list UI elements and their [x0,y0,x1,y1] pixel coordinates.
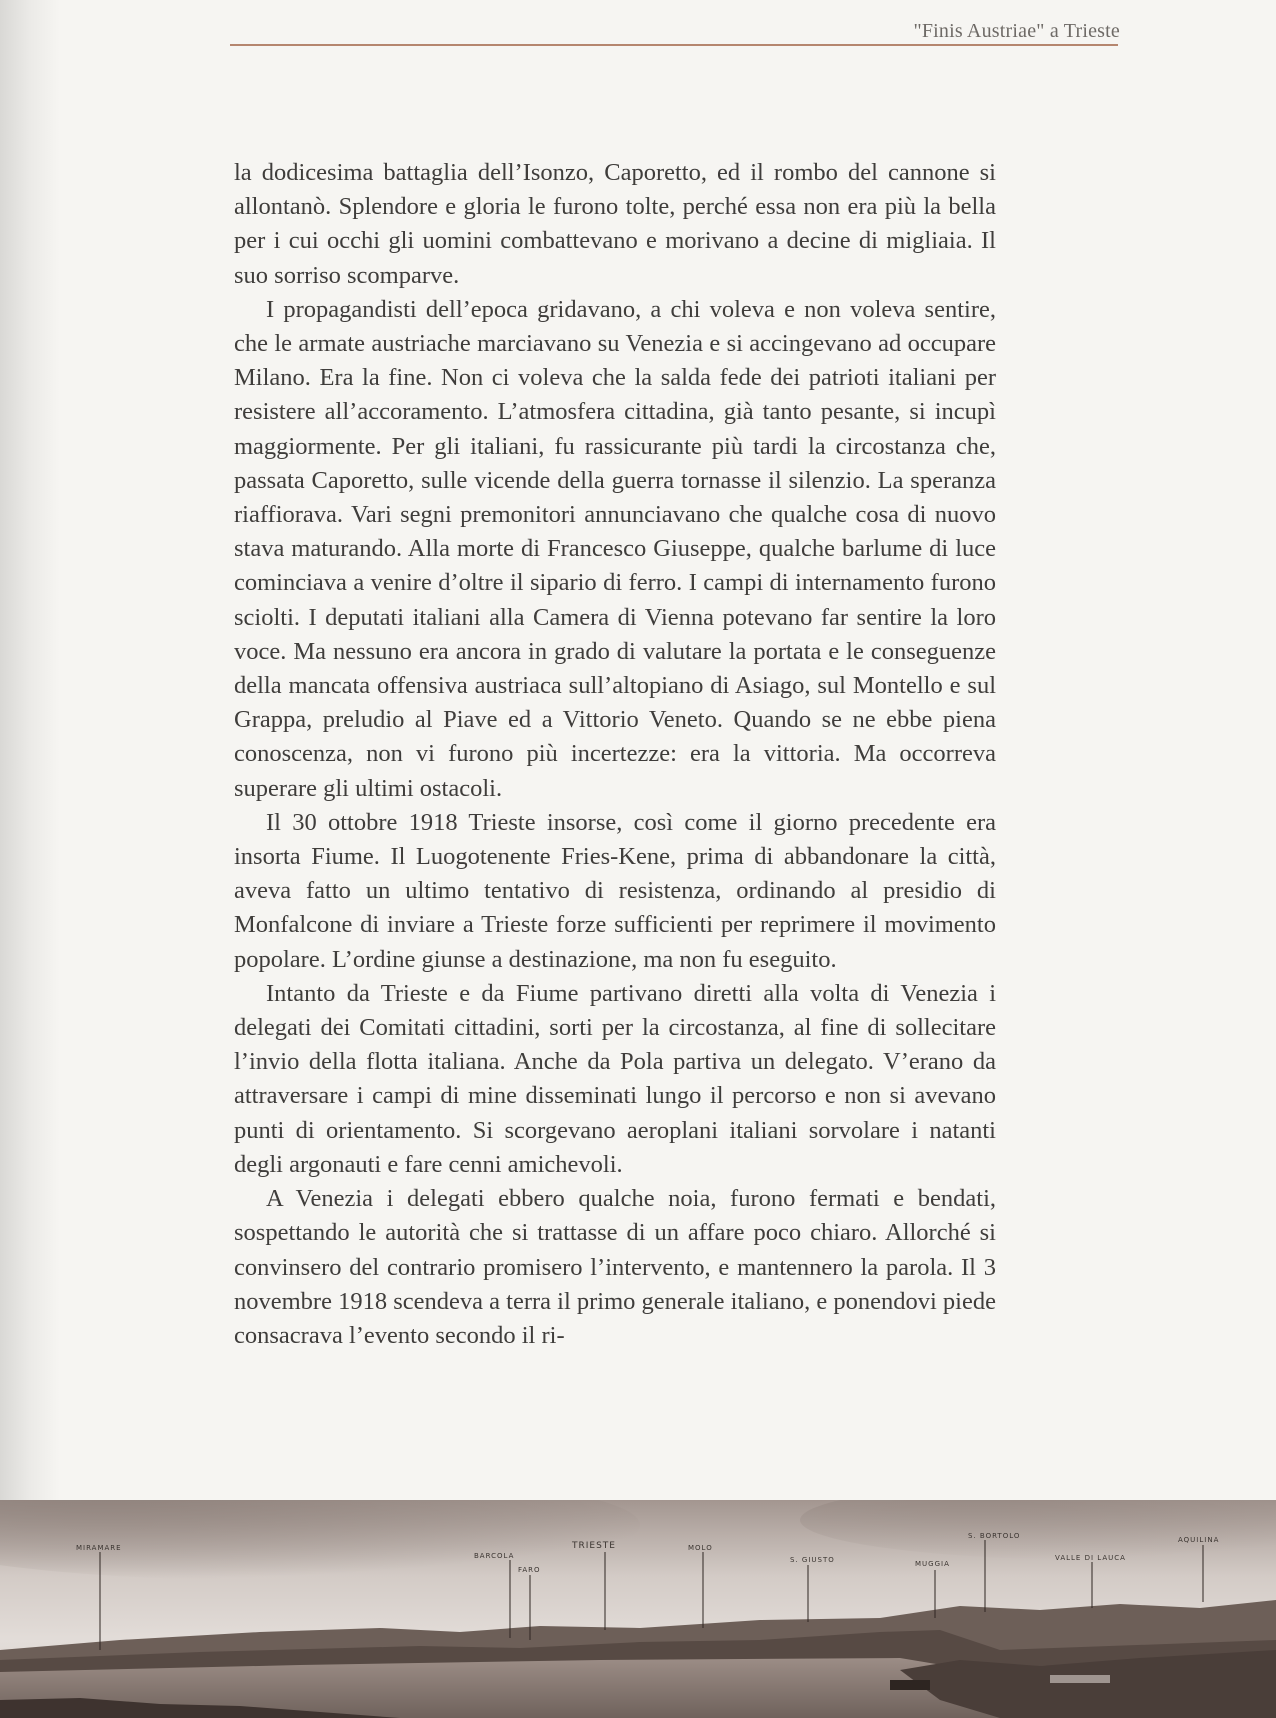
paragraph: Intanto da Trieste e da Fiume partivano diretti alla volta di Venezia i delegati dei Comitati cittadini, sorti per la circostanza, al fine di sollecitare l’invio della flotta italiana. Anche da Pola partiva un delegato. V’erano da attraversare i campi di mine disseminati lungo il percorso e non si avevano punti di orientamento. Si scorgevano aeroplani italiani sorvolare i natanti degli argonauti e fare cenni amichevoli. [234,979,996,1178]
paragraph: la dodicesima battaglia dell’Isonzo, Caporetto, ed il rombo del cannone si allontanò. Splendore e gloria le furono tolte, perché essa non era più la bella per i cui occhi gli uomini combattevano e morivano a decine di migliaia. Il suo sorriso scomparve. [234,159,996,289]
panorama-label: MIRAMARE [76,1544,122,1552]
page-gutter-shadow [0,0,60,1718]
panorama-label: BARCOLA [474,1552,515,1560]
panorama-label: S. BORTOLO [968,1532,1021,1540]
panorama-photo-trieste [0,1500,1276,1718]
panorama-label: FARO [518,1566,541,1574]
header-rule [230,44,1118,46]
panorama-label: S. GIUSTO [790,1556,835,1564]
panorama-image [0,1500,1276,1718]
paragraph: A Venezia i delegati ebbero qualche noia, furono fermati e bendati, sospettando le autorità che si trattasse di un affare poco chiaro. Allorché si convinsero del contrario promisero l’intervento, e mantennero la parola. Il 3 novembre 1918 scendeva a terra il primo generale italiano, e ponendovi piede consacrava l’evento secondo il ri- [234,1185,996,1349]
paragraph: Il 30 ottobre 1918 Trieste insorse, così come il giorno precedente era insorta Fiume. Il Luogotenente Fries-Kene, prima di abbandonare la città, aveva fatto un ultimo tentativo di resistenza, ordinando al presidio di Monfalcone di inviare a Trieste forze sufficienti per reprimere il movimento popolare. L’ordine giunse a destinazione, ma non fu eseguito. [234,808,996,973]
panorama-label: AQUILINA [1178,1536,1220,1544]
paragraph: I propagandisti dell’epoca gridavano, a chi voleva e non voleva sentire, che le armate austriache marciavano su Venezia e si accingevano ad occupare Milano. Era la fine. Non ci voleva che la salda fede dei patrioti italiani per resistere all’accoramento. L’atmosfera cittadina, già tanto pesante, si incupì maggiormente. Per gli italiani, fu rassicurante più tardi la circostanza che, passata Caporetto, sulle vicende della guerra tornasse il silenzio. La speranza riaffiorava. Vari segni premonitori annunciavano che qualche cosa di nuovo stava maturando. Alla morte di Francesco Giuseppe, qualche barlume di luce cominciava a venire d’oltre il sipario di ferro. I campi di internamento furono sciolti. I deputati italiani alla Camera di Vienna potevano far sentire la loro voce. Ma nessuno era ancora in grado di valutare la portata e le conseguenze della mancata offensiva austriaca sull’altopiano di Asiago, sul Montello e sul Grappa, preludio al Piave ed a Vittorio Veneto. Quando se ne ebbe piena conoscenza, non vi furono più incertezze: era la vittoria. Ma occorreva superare gli ultimi ostacoli. [234,295,996,802]
panorama-label: MUGGIA [915,1560,950,1568]
panorama-label: TRIESTE [572,1541,616,1551]
body-text [234,156,996,1353]
panorama-label: MOLO [688,1544,713,1552]
panorama-label: VALLE DI LAUCA [1055,1554,1126,1562]
running-head-title: "Finis Austriae" a Trieste [913,20,1120,42]
